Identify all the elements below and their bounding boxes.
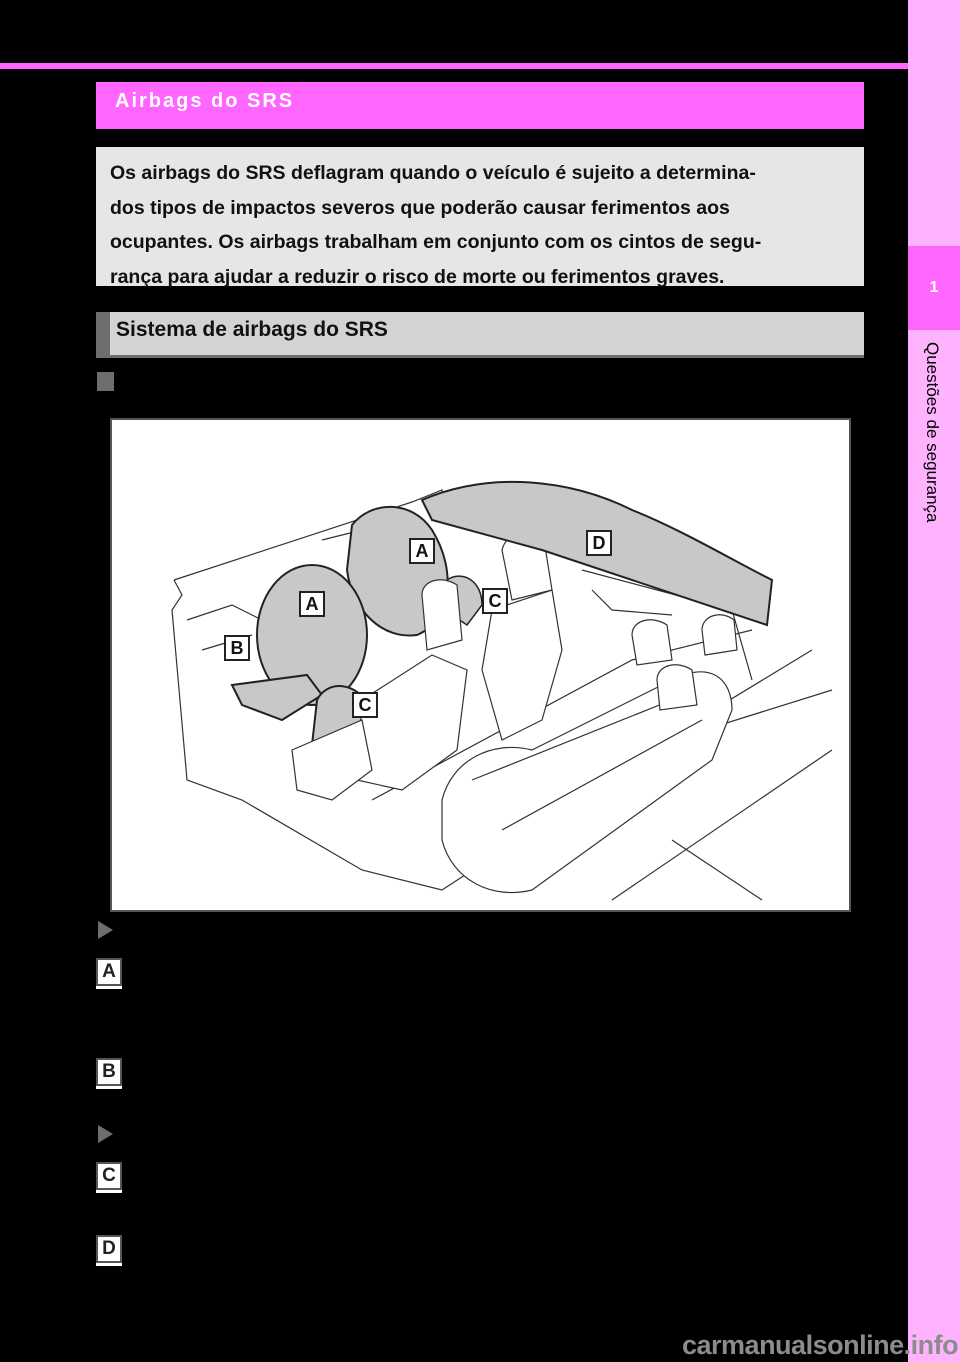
callout-d-curtain: D (586, 530, 612, 556)
intro-box (96, 147, 864, 286)
intro-line: ocupantes. Os airbags trabalham em conjunto com os cintos de segu- (110, 231, 762, 253)
intro-line: dos tipos de impactos severos que poderão causar ferimentos aos (110, 196, 730, 219)
top-rule (0, 63, 908, 69)
square-bullet-icon (97, 372, 114, 391)
chapter-side-tab[interactable] (908, 0, 960, 1362)
intro-line: rança para ajudar a reduzir o risco de morte ou ferimentos graves. (110, 265, 725, 288)
chapter-number: 1 (908, 246, 960, 330)
callout-c-driver-side: C (352, 692, 378, 718)
intro-line: Os airbags do SRS deflagram quando o veículo é sujeito a determina- (110, 162, 756, 184)
airbag-locations-figure (110, 418, 851, 912)
chapter-title: Questões de segurança (923, 342, 942, 523)
triangle-bullet-icon (98, 1125, 113, 1143)
legend-label-d: D (96, 1235, 122, 1263)
callout-a-driver: A (299, 591, 325, 617)
callout-b-knee: B (224, 635, 250, 661)
callout-a-passenger: A (409, 538, 435, 564)
legend-label-a: A (96, 958, 122, 986)
subsection-title: Sistema de airbags do SRS (96, 312, 864, 358)
knee-airbag-shape (232, 675, 322, 720)
legend-label-c: C (96, 1162, 122, 1190)
car-interior-illustration (112, 420, 849, 910)
legend-label-b: B (96, 1058, 122, 1086)
watermark: carmanualsonline.info (682, 1330, 959, 1360)
callout-c-passenger-side: C (482, 588, 508, 614)
section-title: Airbags do SRS (96, 82, 864, 129)
triangle-bullet-icon (98, 921, 113, 939)
